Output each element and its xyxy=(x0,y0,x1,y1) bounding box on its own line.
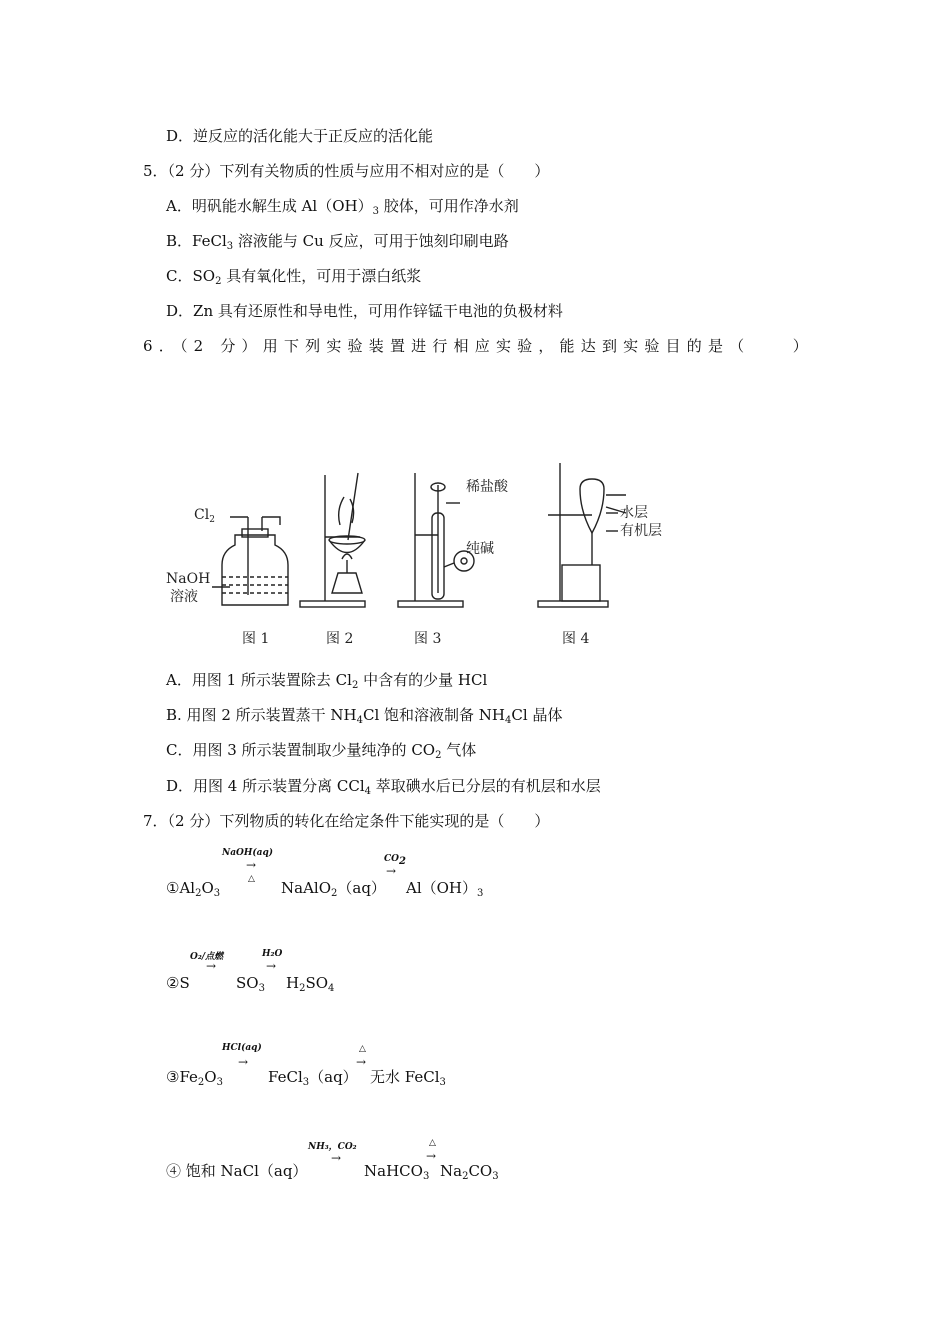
heat-triangle-icon: △ xyxy=(429,1138,436,1148)
q5-option-a: A．明矾能水解生成 $Al(OH)_3$ 胶体，可用作净水剂 xyxy=(166,197,519,217)
q5-option-d: D．Zn 具有还原性和导电性，可用作锌锰干电池的负极材料 xyxy=(166,302,563,320)
arrow-icon: → xyxy=(386,864,397,878)
experiment-apparatus-figure xyxy=(160,455,680,655)
q6-option-d: D．用图 4 所示装置分离 CCl$_4$ 萃取碘水后已分层的有机层和水层 xyxy=(166,777,601,797)
condition-label: O₂/点燃 xyxy=(190,952,224,962)
fig-label-soda: 纯碱 xyxy=(466,541,494,557)
fig-caption-1: 图 1 xyxy=(242,631,270,647)
q6-option-c: C．用图 3 所示装置制取少量纯净的 $CO_2$ 气体 xyxy=(166,741,477,761)
arrow-icon: → xyxy=(238,1055,249,1069)
condition-label: $CO_2$ xyxy=(384,854,406,867)
conversion-chain-2: ②S O₂/点燃 → $SO_3$ H₂O → $H_2SO_4$ xyxy=(166,949,335,994)
q6-stem: 6．（2 分）用下列实验装置进行相应实验，能达到实验目的是（ ） xyxy=(143,337,814,355)
fig-caption-3: 图 3 xyxy=(414,631,442,647)
fig-label-dilute-hcl: 稀盐酸 xyxy=(466,479,508,495)
q5-stem: 5．（2 分）下列有关物质的性质与应用不相对应的是（ ） xyxy=(143,162,550,180)
arrow-icon: → xyxy=(331,1151,342,1165)
conversion-chain-3: $③Fe_2O_3$ HCl(aq) → FeCl$_3$（aq） △ → 无水 FeCl$_3$ xyxy=(166,1043,446,1088)
heat-triangle-icon: △ xyxy=(248,874,255,884)
condition-label: HCl(aq) xyxy=(222,1043,262,1053)
conversion-chain-1: $①Al_2O_3$ NaOH(aq) → △ NaAlO$_2$（aq） $CO_2$ → $Al(OH)_3$ xyxy=(166,848,484,899)
arrow-icon: → xyxy=(206,959,217,973)
fig-caption-4: 图 4 xyxy=(562,631,590,647)
fig-caption-2: 图 2 xyxy=(326,631,354,647)
conversion-chain-4: ④ 饱和 NaCl（aq） NH₃，CO₂ → NaHCO$_3$ △ → $Na_2CO_3$ xyxy=(166,1138,499,1182)
fig-label-organic-layer: 有机层 xyxy=(620,523,662,539)
q6-option-b: B. 用图 2 所示装置蒸干 $NH_4Cl$ 饱和溶液制备 $NH_4Cl$ 晶体 xyxy=(166,706,563,726)
condition-label: NH₃，CO₂ xyxy=(308,1142,357,1152)
q5-option-c: C．$SO_2$ 具有氧化性，可用于漂白纸浆 xyxy=(166,267,422,287)
fig-label-naoh: NaOH xyxy=(166,571,211,587)
q6-option-a: A．用图 1 所示装置除去 $Cl_2$ 中含有的少量 HCl xyxy=(166,671,488,691)
arrow-icon: → xyxy=(246,858,257,872)
arrow-icon: → xyxy=(266,959,277,973)
fig-label-solution: 溶液 xyxy=(170,589,198,605)
fig-label-water-layer: 水层 xyxy=(620,505,648,521)
q5-option-b: B．FeCl$_3$ 溶液能与 Cu 反应，可用于蚀刻印刷电路 xyxy=(166,232,509,252)
arrow-icon: → xyxy=(426,1149,437,1163)
fig-label-cl2: $Cl_2$ xyxy=(194,507,215,525)
q4-option-d: D．逆反应的活化能大于正反应的活化能 xyxy=(166,127,434,145)
heat-triangle-icon: △ xyxy=(359,1044,366,1054)
condition-label: NaOH(aq) xyxy=(222,848,274,858)
arrow-icon: → xyxy=(356,1055,367,1069)
condition-label: H₂O xyxy=(262,949,283,959)
q7-stem: 7．（2 分）下列物质的转化在给定条件下能实现的是（ ） xyxy=(143,812,550,830)
